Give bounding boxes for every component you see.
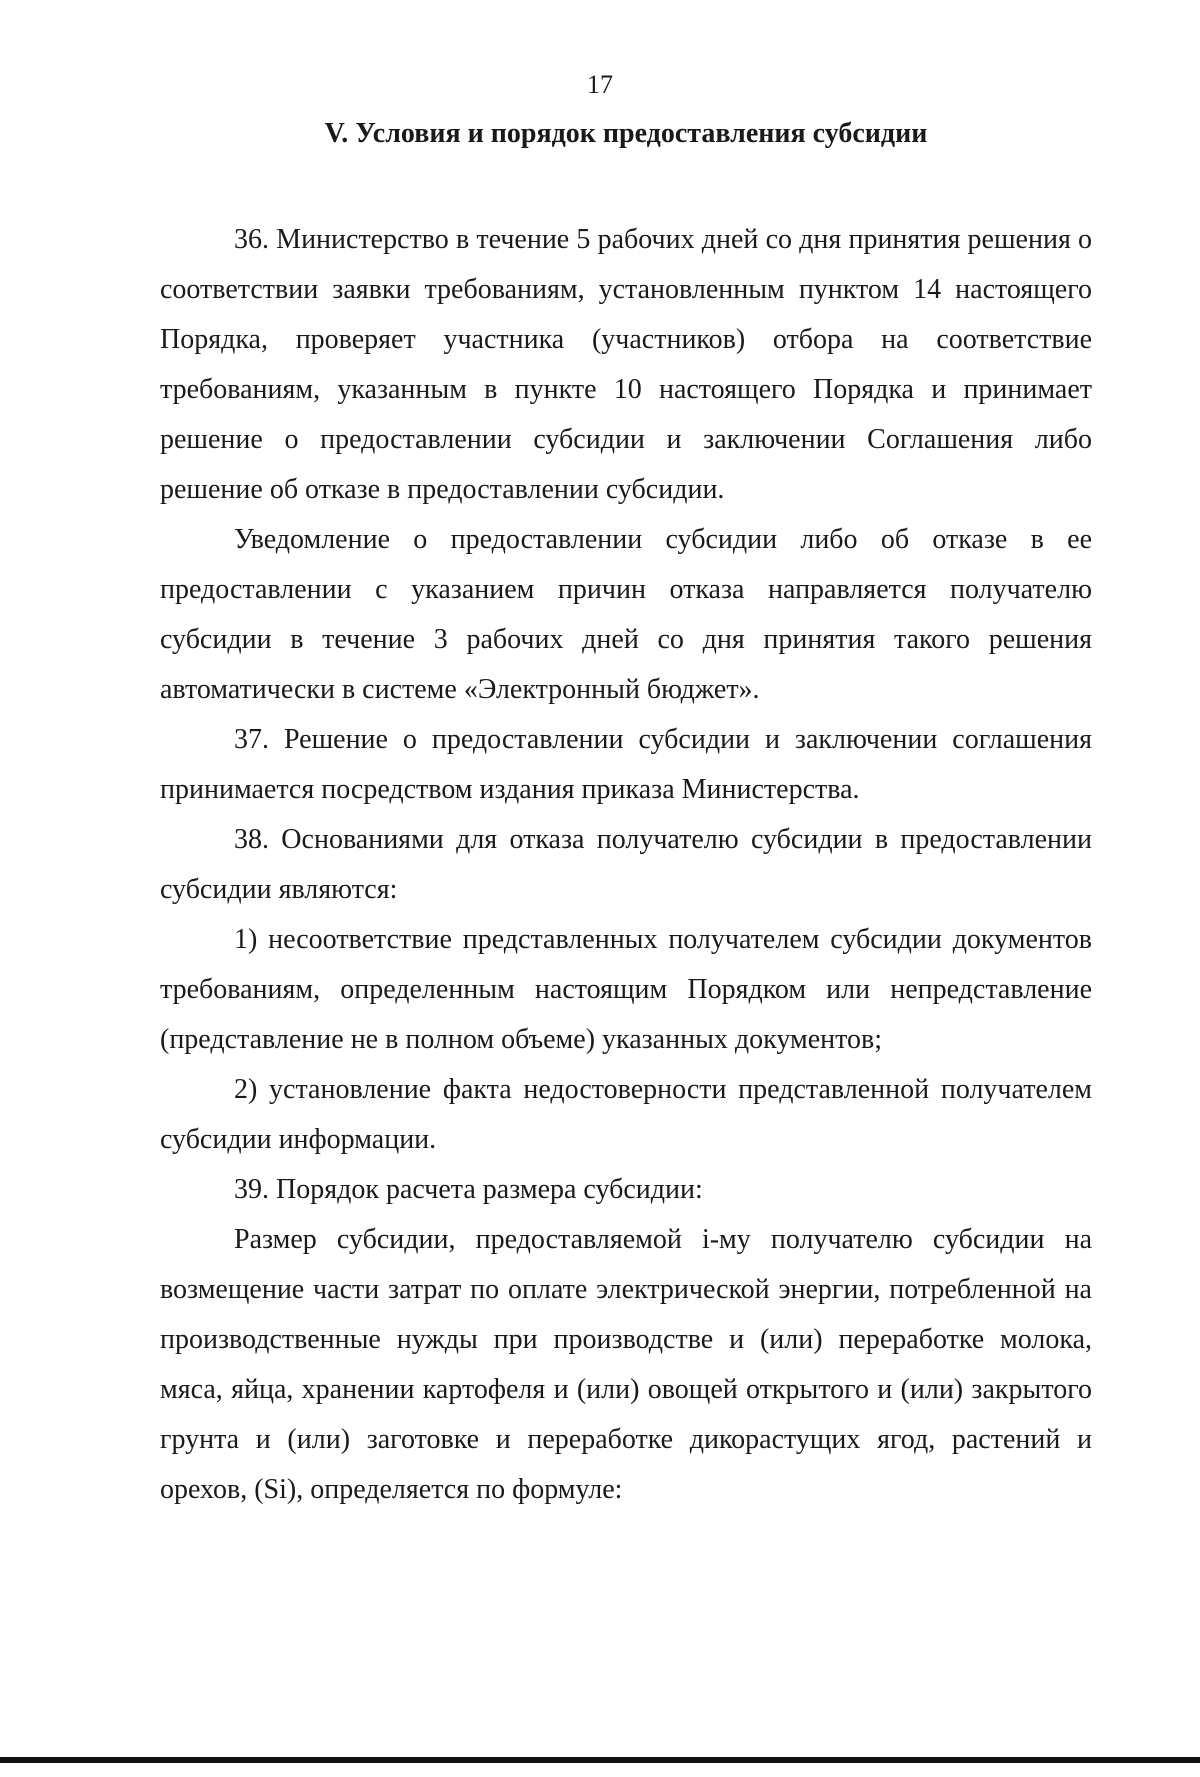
- paragraph-38: 38. Основаниями для отказа получателю субсидии в предоставлении субсидии являются:: [160, 824, 1092, 905]
- list-item-2: 2) установление факта недостоверности представленной получателем субсидии информации.: [160, 1074, 1092, 1155]
- paragraph-36: 36. Министерство в течение 5 рабочих дней со дня принятия решения о соответствии заявки требованиям, установленным пунктом 14 настоящего Порядка, проверяет участника (участников) отбора на соответствие требованиям, указанным в пункте 10 настоящего Порядка и принимает решение о предоставлении субсидии и заключении Соглашения либо решение об отказе в предоставлении субсидии.: [160, 224, 1092, 505]
- paragraph-37: 37. Решение о предоставлении субсидии и заключении соглашения принимается посредством издания приказа Министерства.: [160, 724, 1092, 805]
- document-body: [160, 215, 1092, 1515]
- page-number: 17: [587, 70, 613, 99]
- list-item-1: 1) несоответствие представленных получателем субсидии документов требованиям, определенным настоящим Порядком или непредставление (представление не в полном объеме) указанных документов;: [160, 924, 1092, 1055]
- paragraph-notification: Уведомление о предоставлении субсидии либо об отказе в ее предоставлении с указанием причин отказа направляется получателю субсидии в течение 3 рабочих дней со дня принятия такого решения автоматически в системе «Электронный бюджет».: [160, 524, 1092, 705]
- page-bottom-border: [0, 1757, 1200, 1763]
- section-title: V. Условия и порядок предоставления субсидии: [324, 118, 928, 149]
- paragraph-subsidy-size: Размер субсидии, предоставляемой i-му получателю субсидии на возмещение части затрат по оплате электрической энергии, потребленной на производственные нужды при производстве и (или) переработке молока, мяса, яйца, хранении картофеля и (или) овощей открытого и (или) закрытого грунта и (или) заготовке и переработке дикорастущих ягод, растений и орехов, (Si), определяется по формуле:: [160, 1224, 1092, 1505]
- paragraph-39: 39. Порядок расчета размера субсидии:: [234, 1174, 703, 1205]
